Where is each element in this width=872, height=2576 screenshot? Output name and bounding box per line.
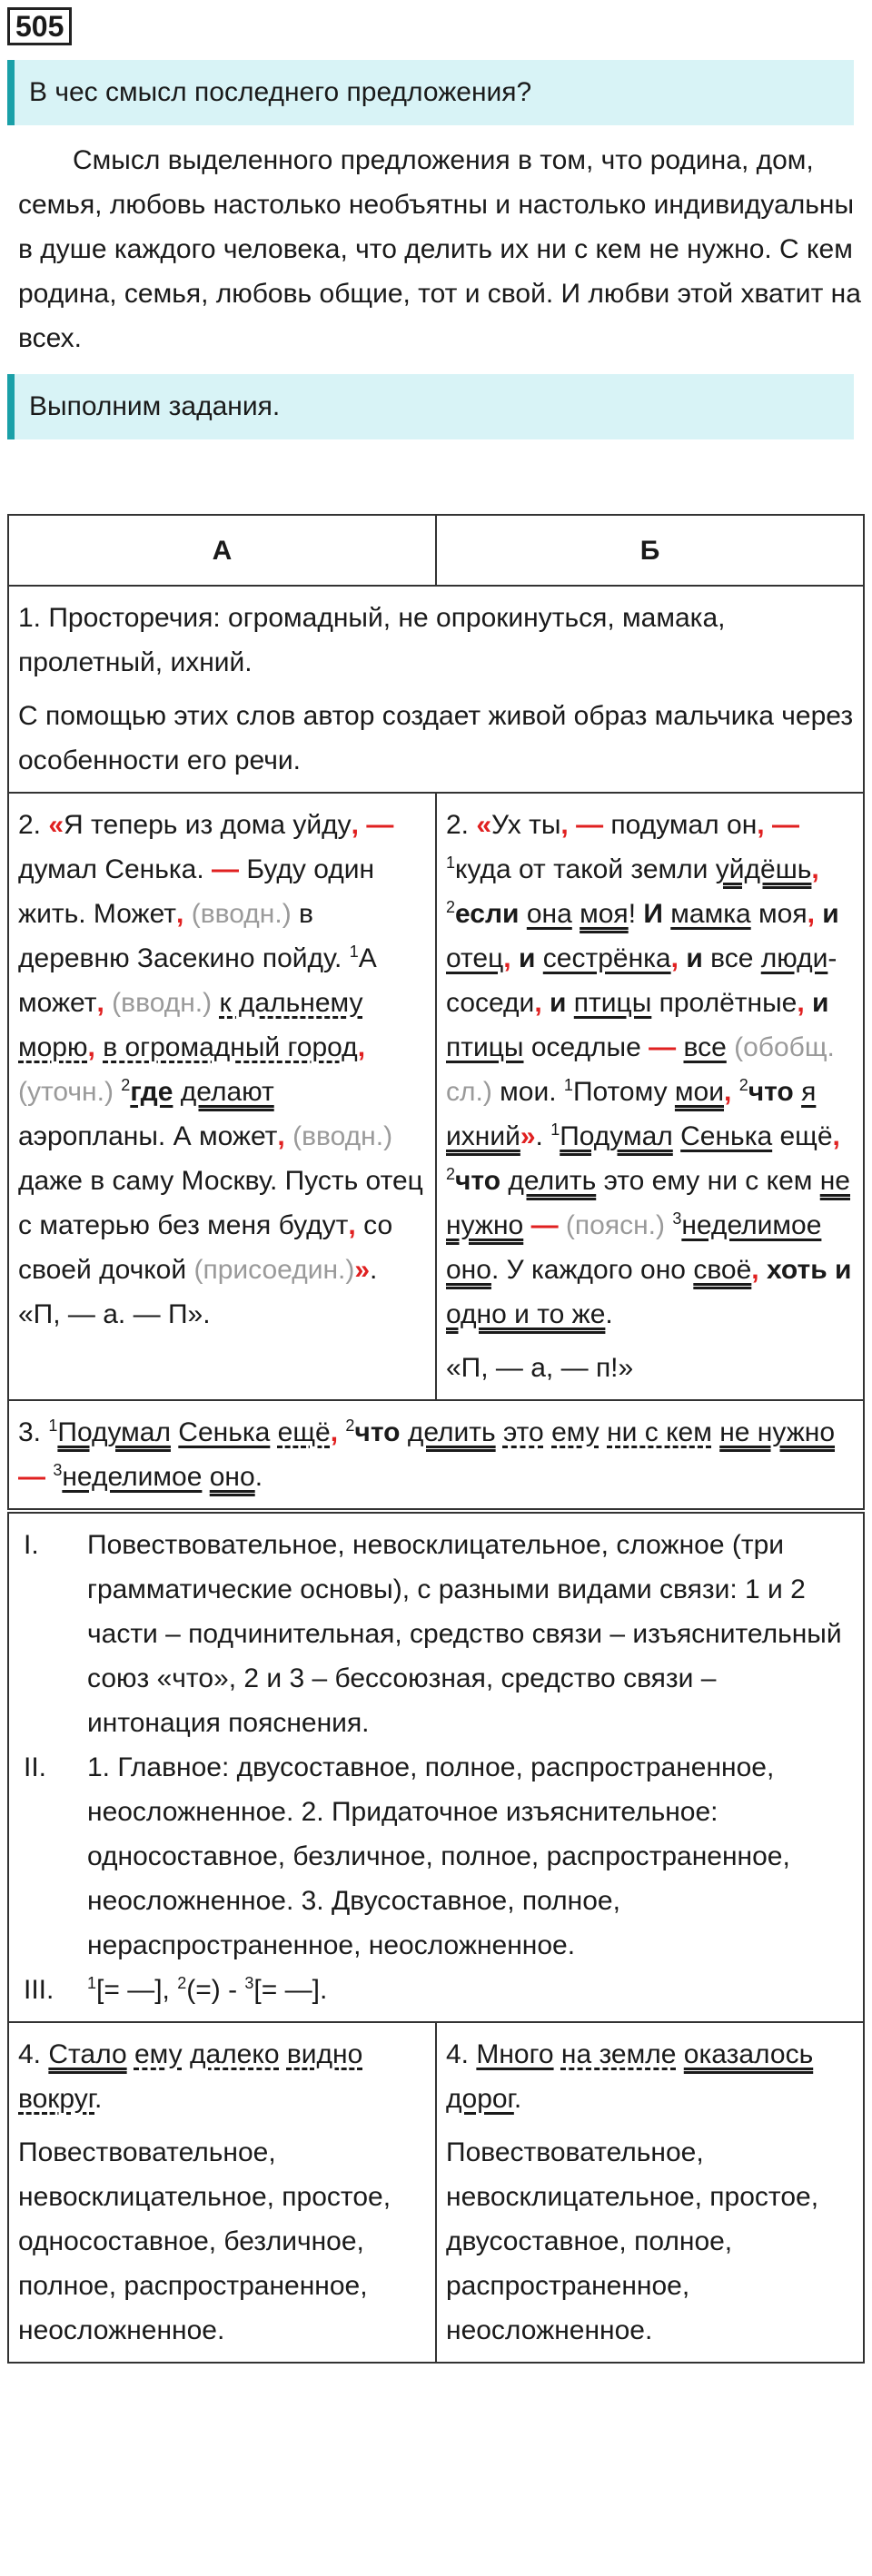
task-text: Выполним задания.: [29, 391, 281, 421]
roman-item-2: II. 1. Главное: двусоставное, полное, распространенное, неосложненное. 2. Придаточное изъяснительное: односоставное, безличное, полное, распространенное, неосложненное. 3. Двусоставное, полное, нераспространенное, неосложненное.: [24, 1752, 790, 1960]
a2-scheme: «П, — а. — П».: [18, 1299, 211, 1329]
task-banner: [7, 374, 854, 439]
a2-text: 2. «Я теперь из дома уйду, — думал Сенька. — Буду один жить. Может, (вводн.) в деревню Засекино пойду. $^1$А может, (вводн.) к дальнему морю, в огромадный город, (уточн.) $^2$где делают аэропланы. А может, (вводн.) даже в саму Москву. Пусть отец с матерью без меня будут, со своей дочкой (присоедин.)».: [18, 810, 423, 1285]
b2-scheme: «П, — а, — п!»: [446, 1353, 634, 1383]
row-4-cell-a: [8, 2022, 436, 2363]
b2-text: 2. «Ух ты, — подумал он, — $^1$куда от такой земли уйдёшь, $^2$если она моя! И мамка моя, и отец, и сестрёнка, и все люди-соседи, и птицы пролётные, и птицы оседлые — все (обобщ. сл.) мои. $^1$Потому мои, $^2$что я ихний». $^1$Подумал Сенька ещё, $^2$что делить это ему ни с кем не нужно — (поясн.) $^3$неделимое оно. У каждого оно своё, хоть и одно и то же.: [446, 810, 852, 1329]
row-2-cell-b: [436, 793, 864, 1400]
row-1-cell: [8, 586, 864, 793]
row3-sentence: 3. $^1$Подумал Сенька ещё, $^2$что делить это ему ни с кем не нужно — $^3$неделимое оно.: [18, 1416, 836, 1492]
a4-sentence: 4. Стало ему далеко видно вокруг.: [18, 2039, 363, 2114]
row1-explanation: С помощью этих слов автор создает живой образ мальчика через особенности его речи.: [18, 701, 854, 775]
b4-description: Повествовательное, невосклицательное, простое, двусоставное, полное, распространенное, неосложненное.: [446, 2137, 819, 2345]
row-3-cell: [8, 1400, 864, 1511]
exercise-number: 505: [7, 7, 72, 45]
a4-description: Повествовательное, невосклицательное, простое, односоставное, безличное, полное, распространенное, неосложненное.: [18, 2137, 391, 2345]
row-4-cell-b: [436, 2022, 864, 2363]
b4-sentence: 4. Много на земле оказалось дорог.: [446, 2039, 814, 2114]
scheme-formula: $^1$[= —], $^2$(=) - $^3$[= —].: [87, 1974, 328, 2005]
column-a-header: А: [8, 515, 436, 586]
answer-paragraph: Смысл выделенного предложения в том, что родина, дом, семья, любовь настолько необъятны и настолько индивидуальны в душе каждого человека, что делить их ни с кем не нужно. С кем родина, семья, любовь общие, тот и свой. И любви этой хватит на всех.: [18, 145, 861, 353]
question-banner: [7, 60, 854, 125]
roman-item-1: I. Повествовательное, невосклицательное, сложное (три грамматические основы), с разными видами связи: 1 и 2 части – подчинительная, средство связи – изъяснительный союз «что», 2 и 3 – бессоюзная, средство связи – интонация пояснения.: [24, 1530, 842, 1738]
analysis-table: [7, 514, 865, 2364]
row-2-cell-a: [8, 793, 436, 1400]
roman-item-3: III. $^1$[= —], $^2$(=) - $^3$[= —].: [18, 1968, 854, 2012]
column-b-header: Б: [436, 515, 864, 586]
question-text: В чес смысл последнего предложения?: [29, 77, 532, 107]
row1-vernacular: 1. Просторечия: огромадный, не опрокинуться, мамака, пролетный, ихний.: [18, 603, 726, 677]
roman-cell: [8, 1511, 864, 2022]
